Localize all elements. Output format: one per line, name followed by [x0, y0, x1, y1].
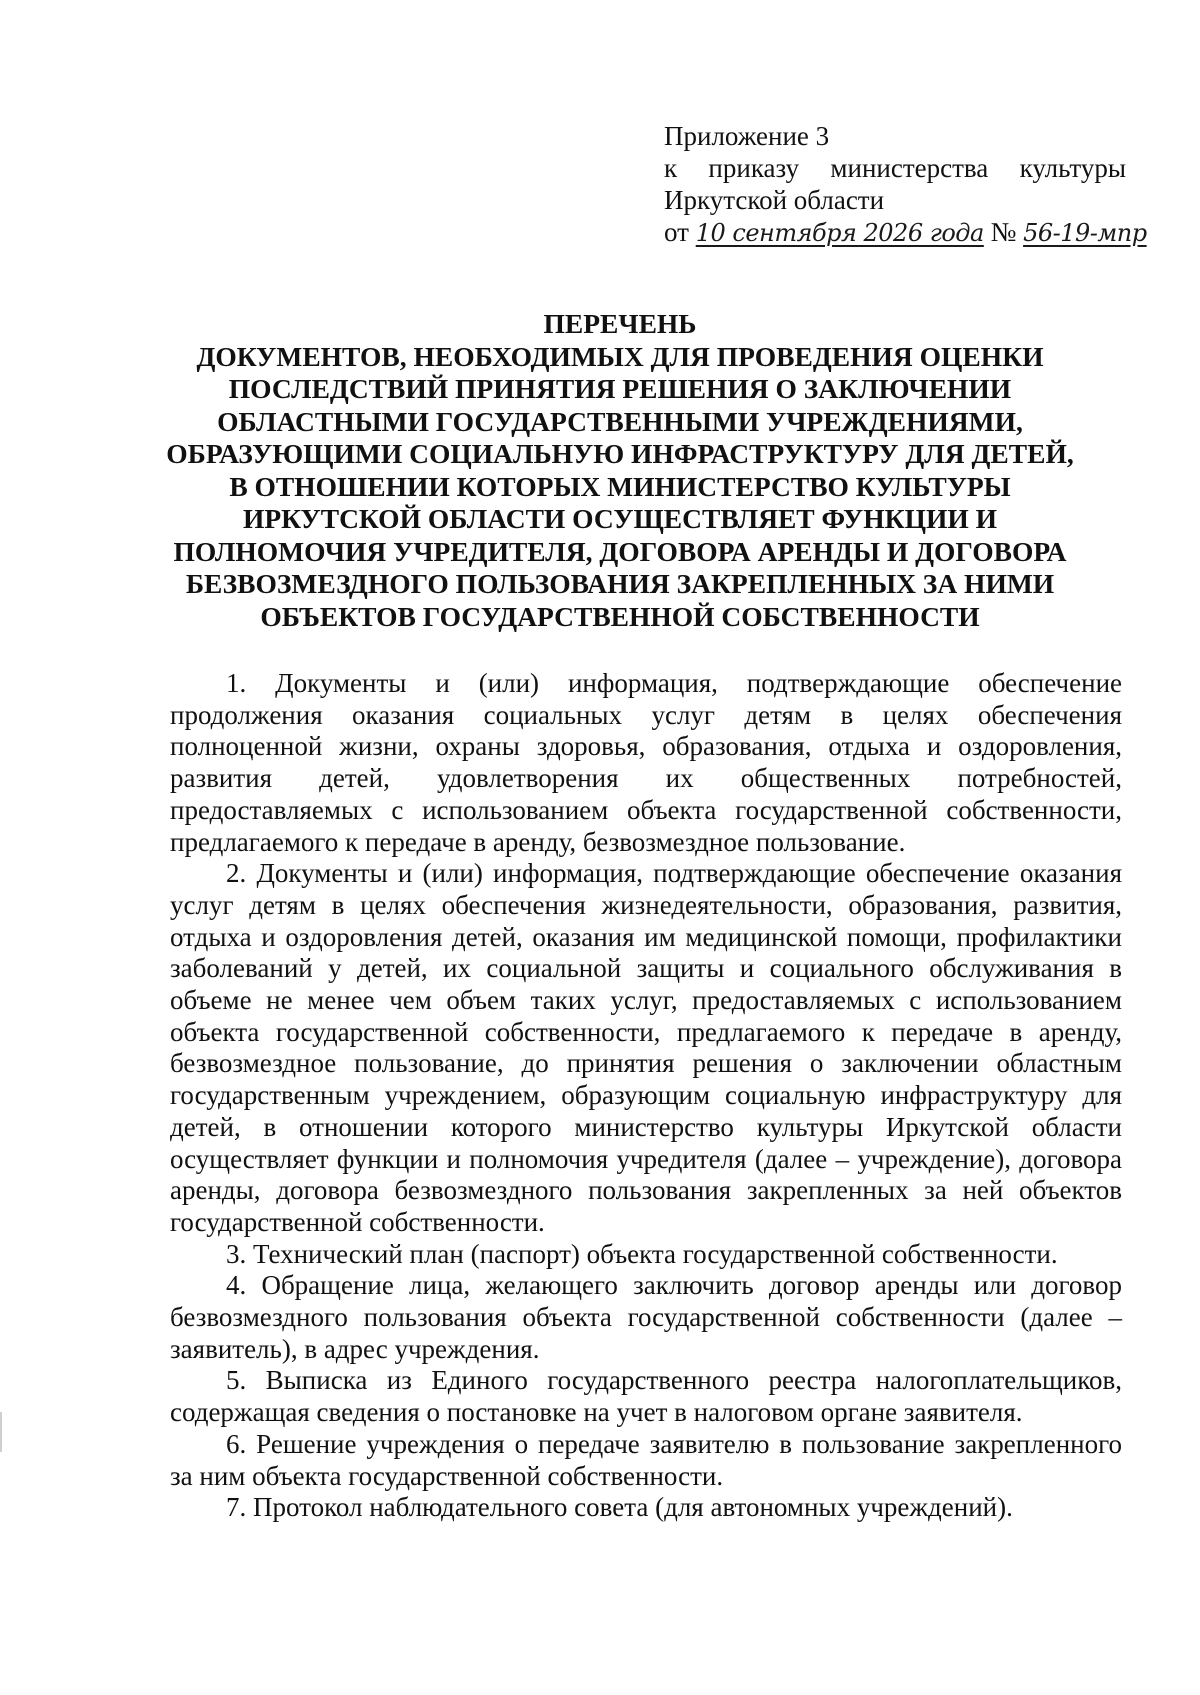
list-item-4: 4. Обращение лица, желающего заключить договор аренды или договор безвозмездного пользования объекта государственной собственности (далее – заявитель), в адрес учреждения. [170, 1270, 1122, 1364]
number-label: № [990, 217, 1017, 247]
scan-edge-mark [0, 1412, 2, 1452]
list-item-3: 3. Технический план (паспорт) объекта государственной собственности. [226, 1238, 1058, 1269]
list-item-5: 5. Выписка из Единого государственного реестра налогоплательщиков, содержащая сведения о постановке на учет в налоговом органе заявителя. [170, 1365, 1122, 1428]
document-title [150, 308, 1090, 633]
title-line: ОБЛАСТНЫМИ ГОСУДАРСТВЕННЫМИ УЧРЕЖДЕНИЯМИ, [217, 405, 1023, 437]
title-line: БЕЗВОЗМЕЗДНОГО ПОЛЬЗОВАНИЯ ЗАКРЕПЛЕННЫХ ЗА НИМИ [185, 568, 1055, 599]
appendix-number: Приложение 3 [664, 121, 830, 151]
title-line: ОБРАЗУЮЩИМИ СОЦИАЛЬНУЮ ИНФРАСТРУКТУРУ ДЛЯ ДЕТЕЙ, [166, 438, 1074, 469]
title-line: В ОТНОШЕНИИ КОТОРЫХ МИНИСТЕРСТВО КУЛЬТУРЫ [229, 470, 1011, 502]
title-line: ДОКУМЕНТОВ, НЕОБХОДИМЫХ ДЛЯ ПРОВЕДЕНИЯ ОЦЕНКИ [196, 340, 1044, 372]
title-line: ОБЪЕКТОВ ГОСУДАРСТВЕННОЙ СОБСТВЕННОСТИ [260, 600, 980, 632]
title-heading: ПЕРЕЧЕНЬ [543, 308, 697, 339]
appendix-order-ref: к приказу министерства культуры [664, 153, 1126, 183]
list-item-6: 6. Решение учреждения о передаче заявителю в пользование закрепленного за ним объекта государственной собственности. [170, 1428, 1122, 1491]
appendix-region: Иркутской области [664, 185, 885, 215]
title-line: ИРКУТСКОЙ ОБЛАСТИ ОСУЩЕСТВЛЯЕТ ФУНКЦИИ И [242, 503, 998, 534]
title-line: ПОЛНОМОЧИЯ УЧРЕДИТЕЛЯ, ДОГОВОРА АРЕНДЫ И ДОГОВОРА [173, 535, 1067, 567]
list-item-7: 7. Протокол наблюдательного совета (для автономных учреждений). [226, 1492, 1013, 1523]
list-item-1: 1. Документы и (или) информация, подтверждающие обеспечение продолжения оказания социальных услуг детям в целях обеспечения полноценной жизни, охраны здоровья, образования, отдыха и оздоровления, развития детей, удовлетворения их общественных потребностей, предоставляемых с использованием объекта государственной собственности, предлагаемого к передаче в аренду, безвозмездное пользование. [170, 668, 1122, 857]
handwritten-date: 10 сентября 2026 года [695, 219, 984, 247]
appendix-date-line [664, 216, 1147, 249]
title-line: ПОСЛЕДСТВИЙ ПРИНЯТИЯ РЕШЕНИЯ О ЗАКЛЮЧЕНИИ [228, 373, 1012, 404]
list-item-2: 2. Документы и (или) информация, подтверждающие обеспечение оказания услуг детям в целях обеспечения жизнедеятельности, образования, развития, отдыха и оздоровления детей, оказания им медицинской помощи, профилактики заболеваний у детей, их социальной защиты и социального обслуживания в объеме не менее чем объем таких услуг, предоставляемых с использованием объекта государственной собственности, предлагаемого к передаче в аренду, безвозмездное пользование, до принятия решения о заключении областным государственным учреждением, образующим социальную инфраструктуру для детей, в отношении которого министерство культуры Иркутской области осуществляет функции и полномочия учредителя (далее – учреждение), договора аренды, договора безвозмездного пользования закрепленных за ней объектов государственной собственности. [170, 858, 1122, 1237]
document-body [170, 668, 1122, 1524]
from-label: от [664, 217, 689, 247]
appendix-header [664, 120, 1147, 249]
handwritten-number: 56-19-мпр [1023, 219, 1147, 247]
